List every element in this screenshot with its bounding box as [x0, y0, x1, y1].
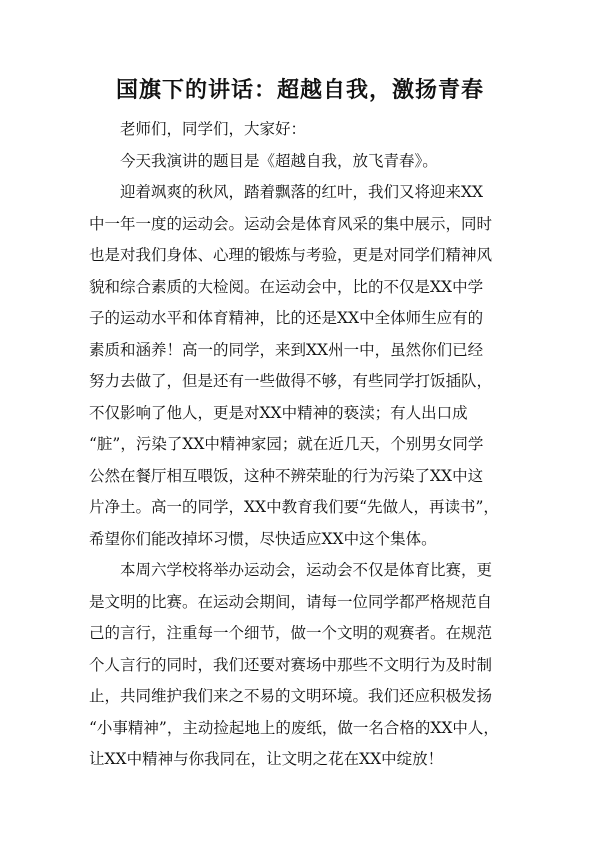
text-line: “小事精神”，主动捡起地上的废纸，做一名合格的XX中人， — [89, 718, 499, 737]
text-line: 己的言行，注重每一个细节，做一个文明的观赛者。在规范 — [89, 624, 493, 642]
greeting-line: 老师们，同学们，大家好： — [120, 120, 307, 138]
text-line: 中一年一度的运动会。运动会是体育风采的集中展示，同时 — [89, 214, 493, 233]
text-line: 迎着飒爽的秋风，踏着飘落的红叶，我们又将迎来XX — [120, 183, 484, 201]
text-line: 本周六学校将举办运动会，运动会不仅是体育比赛，更 — [120, 561, 493, 579]
text-line: 貌和综合素质的大检阅。在运动会中，比的不仅是XX中学 — [89, 277, 484, 296]
text-line: 素质和涵养！高一的同学，来到XX州一中，虽然你们已经 — [89, 340, 484, 359]
text-line: 是文明的比赛。在运动会期间，请每一位同学都严格规范自 — [89, 592, 493, 611]
greeting-paragraph — [89, 114, 521, 146]
text-line: 个人言行的同时，我们还要对赛场中那些不文明行为及时制 — [89, 655, 493, 674]
text-line: 希望你们能改掉坏习惯，尽快适应XX中这个集体。 — [89, 529, 437, 548]
topic-paragraph — [89, 146, 521, 178]
paragraph-2 — [89, 555, 521, 776]
text-line: 止，共同维护我们来之不易的文明环境。我们还应积极发扬 — [89, 687, 493, 705]
text-line: 公然在餐厅相互喂饭，这种不辨荣耻的行为污染了XX中这 — [89, 466, 484, 485]
text-line: 不仅影响了他人，更是对XX中精神的亵渎；有人出口成 — [89, 403, 468, 422]
topic-line: 今天我演讲的题目是《超越自我，放飞青春》。 — [120, 151, 438, 170]
text-line: 也是对我们身体、心理的锻炼与考验，更是对同学们精神风 — [89, 246, 493, 264]
text-line: 片净土。高一的同学，XX中教育我们要“先做人，再读书”， — [89, 498, 499, 516]
text-line: 努力去做了，但是还有一些做得不够，有些同学打饭插队， — [89, 372, 493, 390]
text-line: 子的运动水平和体育精神，比的还是XX中全体师生应有的 — [89, 309, 484, 327]
paragraph-1 — [89, 177, 521, 555]
text-line: 让XX中精神与你我同在，让文明之花在XX中绽放！ — [89, 750, 444, 768]
document-title: 国旗下的讲话：超越自我，激扬青春 — [115, 77, 484, 103]
document-body — [89, 114, 521, 776]
text-line: “脏”，污染了XX中精神家园；就在近几天，个别男女同学 — [89, 435, 484, 453]
